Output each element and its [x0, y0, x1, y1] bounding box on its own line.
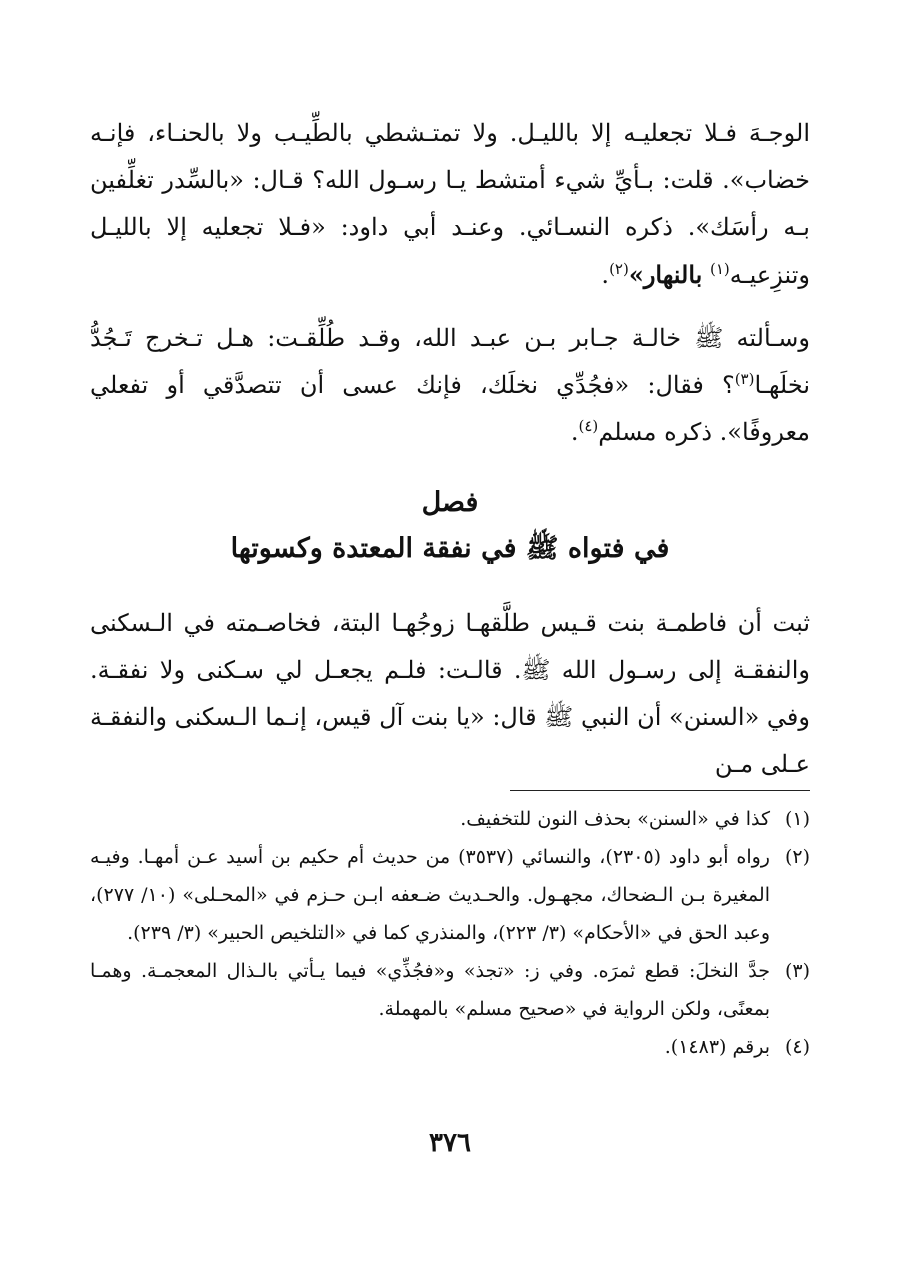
footnote-text: كذا في «السنن» بحذف النون للتخفيف.	[460, 808, 770, 830]
section-heading	[90, 480, 810, 572]
footnote-divider	[510, 790, 810, 791]
footnote-item	[90, 1028, 810, 1066]
footnote-number: (٣)	[784, 960, 810, 982]
paragraph-1	[90, 110, 810, 299]
paragraph-1-dot: .	[601, 261, 610, 289]
footnote-text: برقم (١٤٨٣).	[664, 1036, 770, 1058]
paragraph-1-text: الوجـهَ فـلا تجعليـه إلا بالليـل. ولا تمتـشطي بالطِّيـب ولا بالحنـاء، فإنـه خضاب». قلت: بـأيِّ شيء أمتشط يـا رسـول الله؟ قـال: «بالسِّدر تغلِّفين بـه رأسَك». ذكره النسـائي. وعنـد أبي داود: «فـلا تجعليه إلا بالليـل وتنزِعيـه	[90, 119, 810, 289]
footnote-ref-4[interactable]: (٤)	[578, 417, 599, 435]
paragraph-3	[90, 600, 810, 788]
paragraph-1-end: بالنهار»	[628, 260, 703, 289]
footnote-ref-1[interactable]: (١)	[710, 260, 730, 278]
footnote-number: (٢)	[784, 846, 810, 868]
footnote-ref-3[interactable]: (٣)	[734, 370, 755, 388]
page-body	[90, 110, 810, 788]
paragraph-2-text-b: ؟ فقال: «فجُدِّي نخلَك، فإنك عسى أن تتصدَّقي أو تفعلي معروفًا». ذكره مسلم	[90, 371, 810, 446]
paragraph-2	[90, 315, 810, 456]
section-title: فصل	[421, 487, 479, 518]
footnote-number: (١)	[784, 808, 810, 830]
paragraph-3-text: ثبت أن فاطمـة بنت قـيس طلَّقهـا زوجُهـا البتة، فخاصـمته في الـسكنى والنفقـة إلى رسـول الله ﷺ. قالـت: فلـم يجعـل لي سـكنى ولا نفقـة. وفي «السنن» أن النبي ﷺ قال: «يا بنت آل قيس، إنـما الـسكنى والنفقـة عـلى مـن	[90, 609, 810, 778]
footnotes	[90, 800, 810, 1066]
footnote-item	[90, 952, 810, 1028]
footnote-item	[90, 800, 810, 838]
paragraph-2-text-a: وسـألته ﷺ خالـة جـابر بـن عبـد الله، وقـد طُلِّقـت: هـل تـخرج تَـجُدُّ نخلَهـا	[90, 324, 810, 399]
footnote-number: (٤)	[784, 1036, 810, 1058]
section-subtitle: في فتواه ﷺ في نفقة المعتدة وكسوتها	[230, 533, 670, 564]
footnote-text: رواه أبو داود (٢٣٠٥)، والنسائي (٣٥٣٧) من حديث أم حكيم بن أسيد عـن أمهـا. وفيـه المغيرة بـن الـضحاك، مجهـول. والحـديث ضـعفه ابـن حـزم في «المحـلى» (١٠/ ٢٧٧)، وعبد الحق في «الأحكام» (٣/ ٢٢٣)، والمنذري كما في «التلخيص الحبير» (٣/ ٢٣٩).	[90, 846, 770, 944]
footnote-ref-2[interactable]: (٢)	[609, 260, 629, 278]
page-number: ٣٧٦	[429, 1128, 471, 1158]
paragraph-2-dot: .	[570, 418, 579, 446]
footnote-item	[90, 838, 810, 952]
footnote-text: جدَّ النخلَ: قطع ثمرَه. وفي ز: «تجذ» و«فجُذِّي» فيما يـأتي بالـذال المعجمـة. وهمـا بمعنًى، ولكن الرواية في «صحيح مسلم» بالمهملة.	[90, 960, 770, 1020]
